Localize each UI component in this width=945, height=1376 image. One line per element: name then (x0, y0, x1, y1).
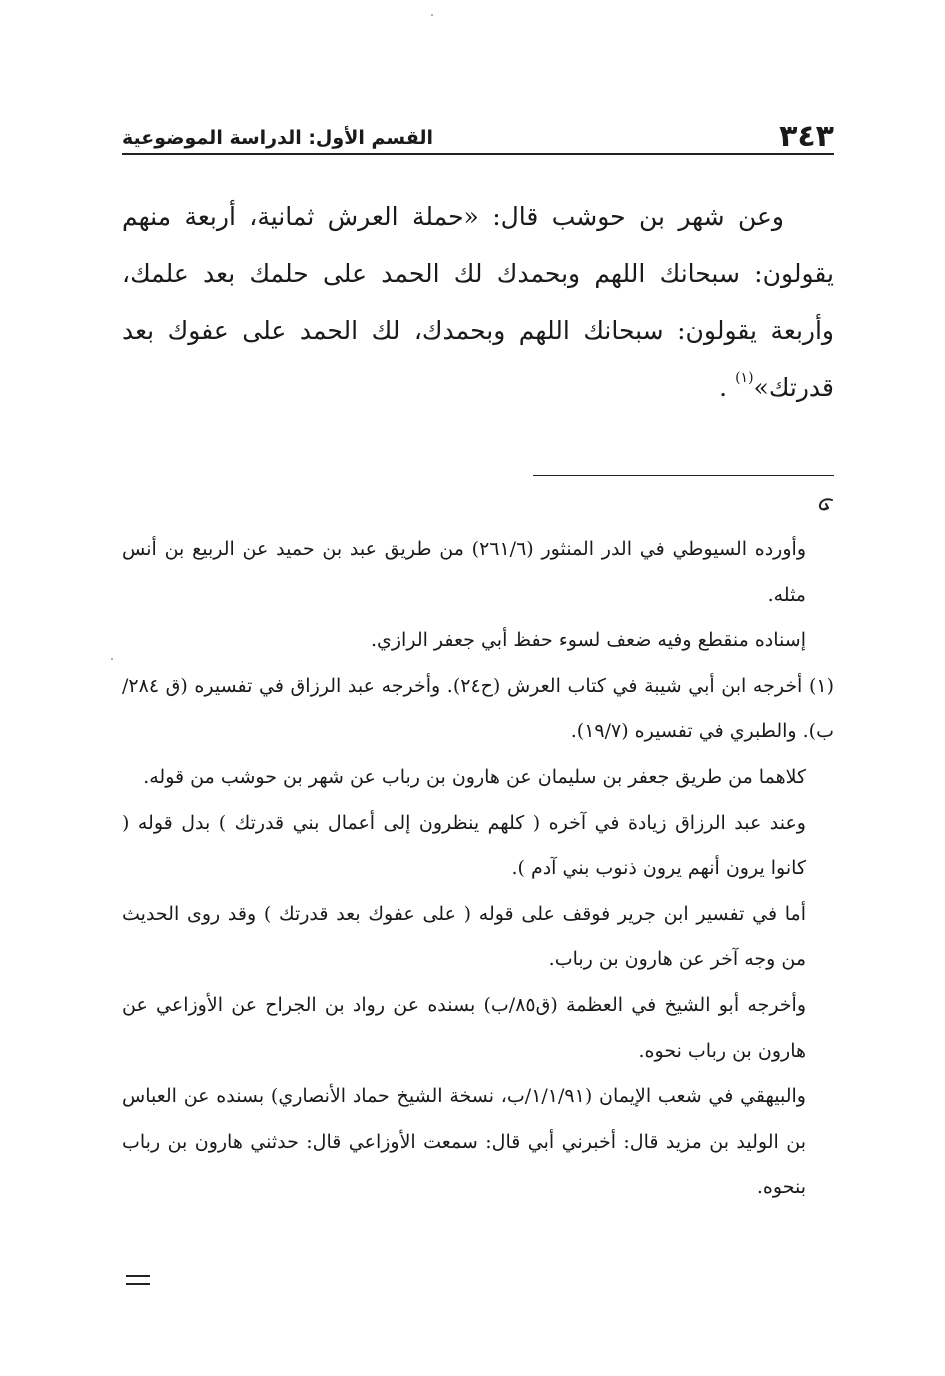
main-paragraph-text: وعن شهر بن حوشب قال: «حملة العرش ثمانية، أربعة منهم يقولون: سبحانك اللهم وبحمدك لك الحمد على حلمك بعد علمك، وأربعة يقولون: سبحانك اللهم وبحمدك، لك الحمد على عفوك بعد قدرتك» (122, 202, 834, 402)
footnote-paragraph: إسناده منقطع وفيه ضعف لسوء حفظ أبي جعفر الرازي. (370, 629, 806, 652)
main-paragraph (122, 188, 834, 416)
footnote-paragraph: وعند عبد الرزاق زيادة في آخره ( كلهم ينظرون إلى أعمال بني قدرتك ) بدل قوله ( كانوا يرون أنهم يرون ذنوب بني آدم ). (122, 811, 806, 880)
footnote-1: (١) أخرجه ابن أبي شيبة في كتاب العرش (ح٢٤). وأخرجه عبد الرزاق في تفسيره (ق ٢٨٤/ب). والطبري في تفسيره (١٩/٧). (122, 674, 834, 743)
footnote-paragraph: وأخرجه أبو الشيخ في العظمة (ق٨٥/ب) بسنده عن رواد بن الجراح عن الأوزاعي عن هارون بن رباب نحوه. (122, 993, 806, 1062)
footnote-separator (533, 475, 834, 476)
footnote-paragraph: كلاهما من طريق جعفر بن سليمان عن هارون بن رباب عن شهر بن حوشب من قوله. (143, 765, 806, 788)
footnote-ref[interactable]: (١) (735, 370, 754, 386)
header-rule (122, 153, 834, 155)
page-header (122, 108, 834, 152)
scan-speck (431, 14, 433, 16)
continuation-end-mark (126, 1275, 150, 1287)
footnote-paragraph: أما في تفسير ابن جرير فوقف على قوله ( على عفوك بعد قدرتك ) وقد روى الحديث من وجه آخر عن هارون بن رباب. (122, 902, 806, 971)
scan-speck (111, 658, 113, 660)
footnote-paragraph: والبيهقي في شعب الإيمان (١/١/٩١/ب، نسخة الشيخ حماد الأنصاري) بسنده عن العباس بن الوليد بن مزيد قال: أخبرني أبي قال: سمعت الأوزاعي قال: حدثني هارون بن رباب بنحوه. (122, 1085, 806, 1199)
end-punct: . (719, 373, 728, 402)
footnote-paragraph: وأورده السيوطي في الدر المنثور (٢٦١/٦) من طريق عبد بن حميد عن الربيع بن أنس مثله. (122, 538, 806, 606)
footnotes (122, 527, 834, 1211)
running-title: القسم الأول: الدراسة الموضوعية (122, 127, 434, 149)
continuation-mark-icon (815, 494, 837, 516)
main-text (122, 188, 834, 416)
page-number: ٣٤٣ (779, 119, 834, 154)
